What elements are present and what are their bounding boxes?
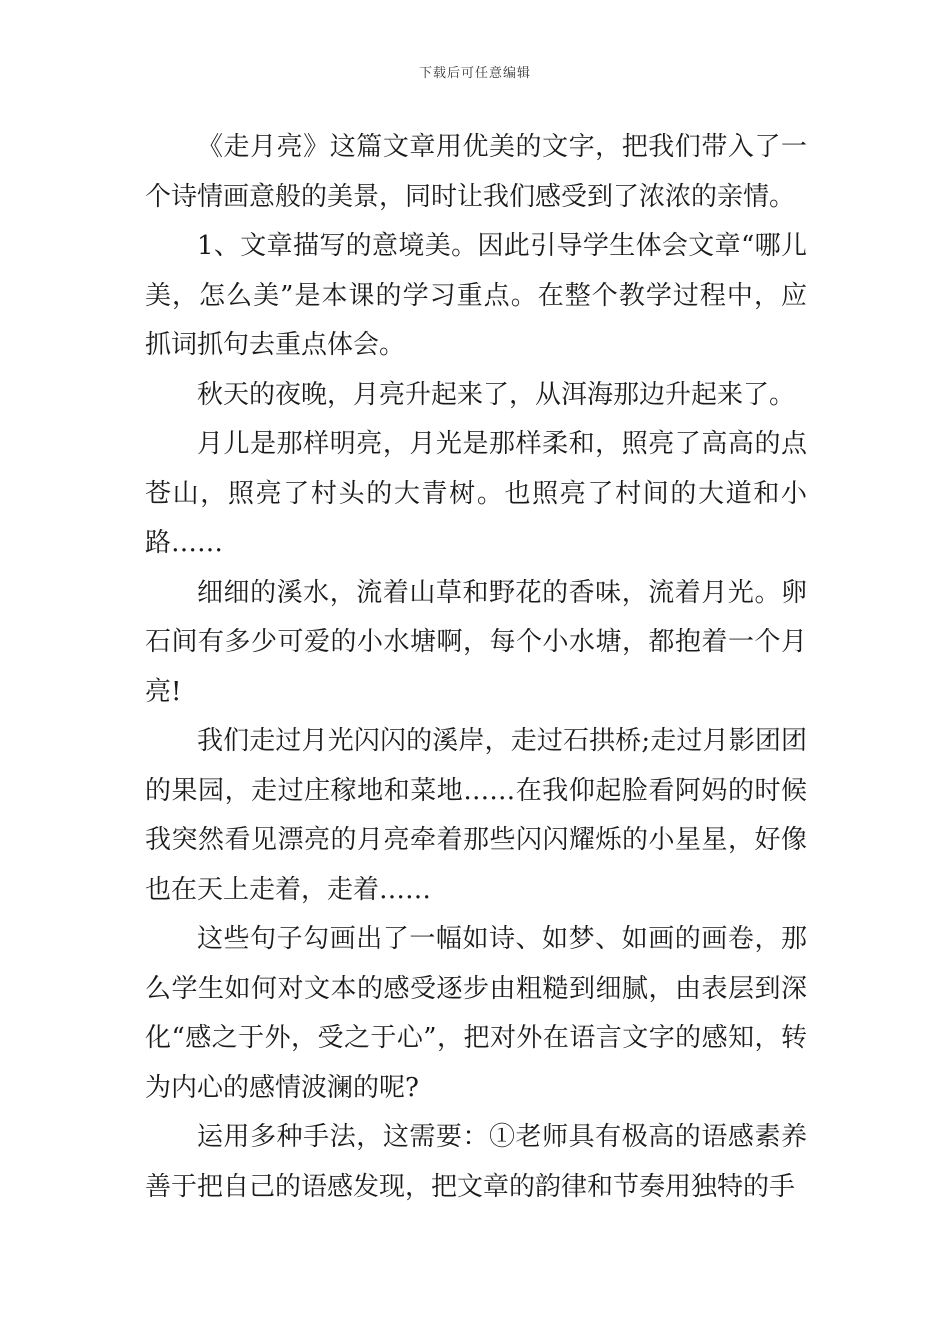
- page-header-note: 下载后可任意编辑: [418, 66, 531, 81]
- document-body: [145, 123, 807, 1212]
- paragraph-point-1: 1、文章描写的意境美。因此引导学生体会文章“哪儿美，怎么美”是本课的学习重点。在整个教学过程中，应抓词抓句去重点体会。: [145, 231, 807, 360]
- paragraph-quote-moonlight: 月儿是那样明亮，月光是那样柔和，照亮了高高的点苍山，照亮了村头的大青树。也照亮了村间的大道和小路……: [145, 429, 807, 558]
- paragraph-quote-stream: 细细的溪水，流着山草和野花的香味，流着月光。卵石间有多少可爱的小水塘啊，每个小水塘，都抱着一个月亮!: [145, 577, 807, 707]
- paragraph-intro: 《走月亮》这篇文章用优美的文字，把我们带入了一个诗情画意般的美景，同时让我们感受到了浓浓的亲情。: [145, 132, 807, 212]
- paragraph-quote-walk: 我们走过月光闪闪的溪岸，走过石拱桥;走过月影团团的果园，走过庄稼地和菜地……在我仰起脸看阿妈的时候我突然看见漂亮的月亮牵着那些闪闪耀烁的小星星，好像也在天上走着，走着……: [145, 726, 807, 905]
- paragraph-analysis: 这些句子勾画出了一幅如诗、如梦、如画的画卷，那么学生如何对文本的感受逐步由粗糙到细腻，由表层到深化“感之于外，受之于心”，把对外在语言文字的感知，转为内心的感情波澜的呢?: [145, 924, 807, 1103]
- paragraph-quote-autumn-night: 秋天的夜晚，月亮升起来了，从洱海那边升起来了。: [197, 379, 796, 410]
- paragraph-methods: 运用多种手法，这需要：①老师具有极高的语感素养善于把自己的语感发现，把文章的韵律和节奏用独特的手: [145, 1122, 807, 1202]
